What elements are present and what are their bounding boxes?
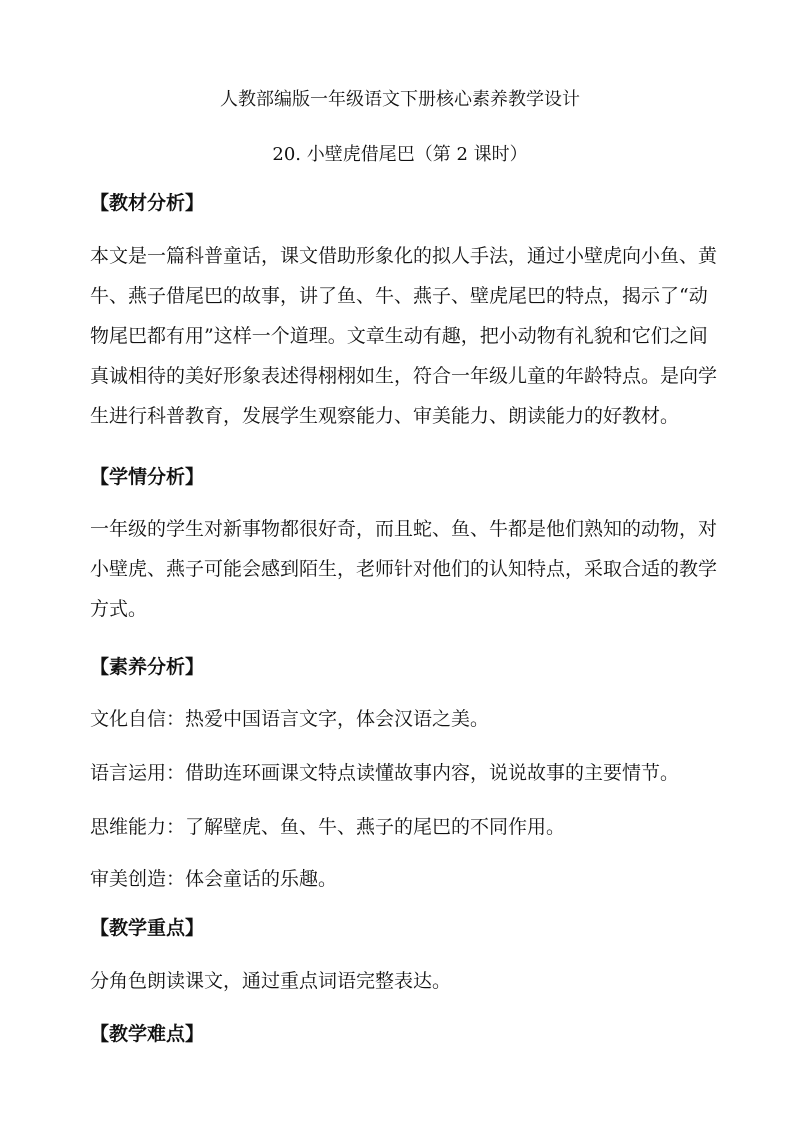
literacy-item-thinking: 思维能力：了解壁虎、鱼、牛、燕子的尾巴的不同作用。 bbox=[90, 816, 566, 838]
student-analysis-paragraph bbox=[90, 516, 720, 636]
section-heading-difficulties: 【教学难点】 bbox=[90, 1023, 205, 1045]
paragraph-line: 生进行科普教育，发展学生观察能力、审美能力、朗读能力的好教材。 bbox=[90, 405, 680, 427]
section-heading-material: 【教材分析】 bbox=[90, 192, 205, 214]
paragraph-line: 本文是一篇科普童话，课文借助形象化的拟人手法，通过小壁虎向小鱼、黄 bbox=[90, 245, 718, 267]
paragraph-line: 真诚相待的美好形象表述得栩栩如生，符合一年级儿童的年龄特点。是向学 bbox=[90, 365, 718, 387]
document-subtitle: 20. 小壁虎借尾巴（第 2 课时） bbox=[272, 144, 528, 165]
section-heading-literacy: 【素养分析】 bbox=[90, 656, 205, 678]
material-analysis-paragraph bbox=[90, 243, 720, 443]
paragraph-line: 一年级的学生对新事物都很好奇，而且蛇、鱼、牛都是他们熟知的动物，对 bbox=[90, 518, 718, 540]
paragraph-line: 牛、燕子借尾巴的故事，讲了鱼、牛、燕子、壁虎尾巴的特点，揭示了“动 bbox=[90, 285, 708, 307]
literacy-item-language: 语言运用：借助连环画课文特点读懂故事内容，说说故事的主要情节。 bbox=[90, 762, 680, 784]
paragraph-line: 物尾巴都有用”这样一个道理。文章生动有趣，把小动物有礼貌和它们之间 bbox=[90, 325, 708, 347]
literacy-item-aesthetic: 审美创造：体会童话的乐趣。 bbox=[90, 868, 338, 890]
section-heading-key-points: 【教学重点】 bbox=[90, 917, 205, 939]
literacy-item-culture: 文化自信：热爱中国语言文字，体会汉语之美。 bbox=[90, 708, 490, 730]
key-points-text: 分角色朗读课文，通过重点词语完整表达。 bbox=[90, 970, 452, 992]
paragraph-line: 方式。 bbox=[90, 598, 148, 620]
document-title: 人教部编版一年级语文下册核心素养教学设计 bbox=[220, 89, 580, 110]
section-heading-students: 【学情分析】 bbox=[90, 466, 205, 488]
paragraph-line: 小壁虎、燕子可能会感到陌生，老师针对他们的认知特点，采取合适的教学 bbox=[90, 558, 718, 580]
